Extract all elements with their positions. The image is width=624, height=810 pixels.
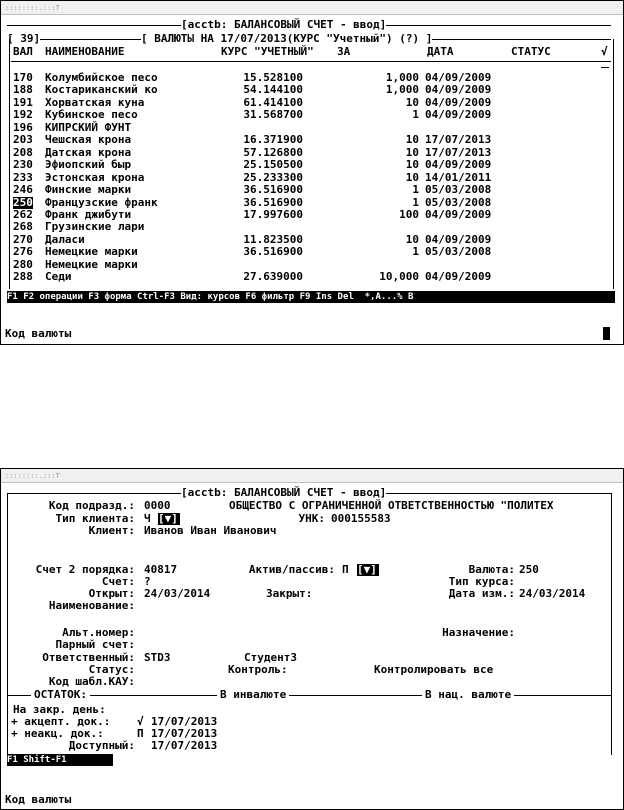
frame-title: [acctb: БАЛАНСОВЫЙ СЧЕТ - ввод]	[181, 18, 387, 31]
row-name: Франк джибути	[45, 208, 132, 221]
row-code: 208	[13, 146, 33, 159]
dept-value[interactable]: 0000	[144, 499, 171, 512]
closed-day-label: На закр. день:	[13, 703, 106, 716]
row-per: 10	[405, 158, 419, 171]
in-national-label: В нац. валюте	[422, 689, 514, 701]
available-date: 17/07/2013	[151, 739, 218, 752]
row-rate: 25.150500	[243, 158, 303, 171]
row-code: 191	[13, 96, 33, 109]
pair-account-label: Парный счет:	[55, 638, 135, 651]
row-name: КИПРСКИЙ ФУНТ	[45, 121, 132, 134]
row-rate: 36.516900	[243, 245, 303, 258]
row-code: 270	[13, 233, 33, 246]
opened-label: Открыт:	[88, 587, 135, 600]
row-code: 250	[13, 196, 33, 209]
client-type-dropdown-icon[interactable]: [▼]	[158, 513, 180, 525]
row-per: 10	[405, 233, 419, 246]
client-type-value[interactable]: Ч	[144, 512, 151, 525]
acc2-value[interactable]: 40817	[144, 563, 178, 576]
row-per: 10	[405, 96, 419, 109]
row-code: 268	[13, 220, 33, 233]
row-rate: 15.528100	[243, 71, 303, 84]
text-cursor	[603, 327, 610, 340]
ap-label: Актив/пассив:	[248, 563, 335, 576]
header-name[interactable]: НАИМЕНОВАНИЕ	[45, 45, 125, 58]
row-per: 1	[412, 108, 419, 121]
accepted-flag: √	[137, 715, 144, 728]
header-date[interactable]: ДАТА	[427, 45, 454, 58]
scroll-marker	[601, 67, 609, 68]
function-key-bar[interactable]: F1 F2 операции F3 форма Ctrl-F3 Вид: курсов F6 фильтр F9 Ins Del *,A...% B	[7, 291, 615, 303]
row-per: 10	[405, 133, 419, 146]
row-rate: 31.568700	[243, 108, 303, 121]
row-per: 10	[405, 171, 419, 184]
row-name: Хорватская куна	[45, 96, 145, 109]
in-currency-label: В инвалюте	[217, 689, 289, 701]
list-left-border	[9, 39, 10, 289]
row-date: 05/03/2008	[425, 196, 492, 209]
frame-right-border	[611, 493, 612, 755]
responsible-value[interactable]: STD3	[144, 651, 171, 664]
window-title-bar: ::::::::.:::T	[1, 1, 623, 15]
row-name: Даласи	[45, 233, 85, 246]
client-label: Клиент:	[88, 524, 135, 537]
row-date: 04/09/2009	[425, 270, 492, 283]
frame-title: [acctb: БАЛАНСОВЫЙ СЧЕТ - ввод]	[181, 486, 387, 499]
accepted-docs-label: + акцепт. док.:	[11, 715, 111, 728]
status-line: Код валюты	[5, 327, 72, 340]
purpose-label: Назначение:	[442, 626, 515, 639]
row-name: Колумбийское песо	[45, 71, 158, 84]
alt-number-label: Альт.номер:	[62, 626, 135, 639]
responsible-name: Студент3	[244, 651, 297, 664]
unaccepted-docs-label: + неакц. док.:	[11, 727, 104, 740]
row-code: 192	[13, 108, 33, 121]
ap-dropdown-icon[interactable]: [▼]	[357, 564, 379, 576]
row-date: 04/09/2009	[425, 233, 492, 246]
currency-label: Валюта:	[468, 563, 515, 576]
unaccepted-date: 17/07/2013	[151, 727, 218, 740]
row-name: Французские франк	[45, 196, 158, 209]
row-rate: 16.371900	[243, 133, 303, 146]
row-name: Немецкие марки	[45, 245, 138, 258]
available-label: Доступный:	[68, 739, 135, 752]
header-code[interactable]: ВАЛ	[13, 45, 33, 58]
acc2-label: Счет 2 порядка:	[35, 563, 135, 576]
row-rate: 11.823500	[243, 233, 303, 246]
row-code: 233	[13, 171, 33, 184]
row-rate: 17.997600	[243, 208, 303, 221]
row-rate: 27.639000	[243, 270, 303, 283]
header-check[interactable]: √	[601, 45, 608, 58]
row-code: 203	[13, 133, 33, 146]
accepted-date: 17/07/2013	[151, 715, 218, 728]
row-date: 04/09/2009	[425, 96, 492, 109]
row-code: 262	[13, 208, 33, 221]
row-date: 17/07/2013	[425, 146, 492, 159]
row-per: 1	[412, 196, 419, 209]
dept-label: Код подразд.:	[48, 499, 135, 512]
row-date: 04/09/2009	[425, 71, 492, 84]
row-per: 10,000	[379, 270, 419, 283]
name-label: Наименование:	[48, 599, 135, 612]
row-rate: 36.516900	[243, 196, 303, 209]
row-name: Чешская крона	[45, 133, 132, 146]
row-date: 14/01/2011	[425, 171, 492, 184]
row-name: Финские марки	[45, 183, 132, 196]
row-name: Эстонская крона	[45, 171, 145, 184]
row-code: 230	[13, 158, 33, 171]
control-label: Контроль:	[228, 663, 288, 676]
unk-label: УНК:	[298, 512, 325, 525]
account-entry-window	[0, 468, 624, 810]
row-date: 05/03/2008	[425, 245, 492, 258]
row-code: 246	[13, 183, 33, 196]
list-title: [ ВАЛЮТЫ НА 17/07/2013(КУРС "Учетный") (?) ]	[141, 32, 433, 45]
row-per: 10	[405, 146, 419, 159]
row-date: 17/07/2013	[425, 133, 492, 146]
row-code: 188	[13, 83, 33, 96]
account-label: Счет:	[101, 575, 135, 588]
client-type-label: Тип клиента:	[55, 512, 135, 525]
header-per[interactable]: ЗА	[337, 45, 351, 58]
row-date: 04/09/2009	[425, 108, 492, 121]
client-value[interactable]: Иванов Иван Иванович	[144, 524, 277, 537]
row-code: 170	[13, 71, 33, 84]
row-rate: 57.126800	[243, 146, 303, 159]
row-date: 04/09/2009	[425, 83, 492, 96]
header-status[interactable]: СТАТУС	[511, 45, 551, 58]
header-separator	[11, 61, 611, 62]
unaccepted-flag: П	[137, 727, 144, 740]
row-rate: 25.233300	[243, 171, 303, 184]
window-title-bar: ::::::::.:::T	[1, 469, 623, 483]
row-date: 05/03/2008	[425, 183, 492, 196]
org-name: ОБЩЕСТВО С ОГРАНИЧЕННОЙ ОТВЕТСТВЕННОСТЬЮ "ПОЛИТЕХ	[229, 499, 554, 512]
function-key-bar[interactable]: F1 Shift-F1	[7, 754, 113, 766]
row-per: 1,000	[385, 83, 419, 96]
account-value[interactable]: ?	[144, 575, 151, 588]
responsible-label: Ответственный:	[42, 651, 135, 664]
row-per: 100	[399, 208, 419, 221]
header-rate[interactable]: КУРС "УЧЕТНЫЙ"	[221, 45, 314, 58]
row-name: Немецкие марки	[45, 258, 138, 271]
opened-value[interactable]: 24/03/2014	[144, 587, 211, 600]
row-name: Грузинские лари	[45, 220, 145, 233]
currency-list-window	[0, 0, 624, 345]
frame-left-border	[7, 493, 8, 755]
status-line: Код валюты	[5, 793, 72, 806]
row-name: Датская крона	[45, 146, 132, 159]
row-rate: 36.516900	[243, 183, 303, 196]
row-rate: 61.414100	[243, 96, 303, 109]
row-rate: 54.144100	[243, 83, 303, 96]
ap-value[interactable]: П	[342, 563, 349, 576]
row-per: 1	[412, 245, 419, 258]
row-name: Костариканский ко	[45, 83, 158, 96]
rate-type-label: Тип курса:	[448, 575, 515, 588]
row-per: 1	[412, 183, 419, 196]
balance-label: ОСТАТОК:	[31, 689, 90, 701]
closed-label: Закрыт:	[266, 587, 313, 600]
row-code: 276	[13, 245, 33, 258]
row-code: 288	[13, 270, 33, 283]
balance-separator	[7, 695, 611, 696]
list-row-count: [ 39]	[7, 32, 41, 45]
control-value[interactable]: Контролировать все	[374, 663, 494, 676]
list-right-border	[613, 39, 614, 289]
row-date: 04/09/2009	[425, 208, 492, 221]
currency-value[interactable]: 250	[519, 563, 539, 576]
status-label: Статус:	[88, 663, 135, 676]
unk-value[interactable]: 000155583	[331, 512, 391, 525]
row-name: Эфиопский быр	[45, 158, 132, 171]
row-code: 196	[13, 121, 33, 134]
kau-template-label: Код шабл.КАУ:	[48, 675, 135, 688]
row-name: Кубинское песо	[45, 108, 138, 121]
row-per: 1,000	[385, 71, 419, 84]
change-date-value[interactable]: 24/03/2014	[519, 587, 586, 600]
row-name: Седи	[45, 270, 72, 283]
change-date-label: Дата изм.:	[448, 587, 515, 600]
row-date: 04/09/2009	[425, 158, 492, 171]
row-code: 280	[13, 258, 33, 271]
